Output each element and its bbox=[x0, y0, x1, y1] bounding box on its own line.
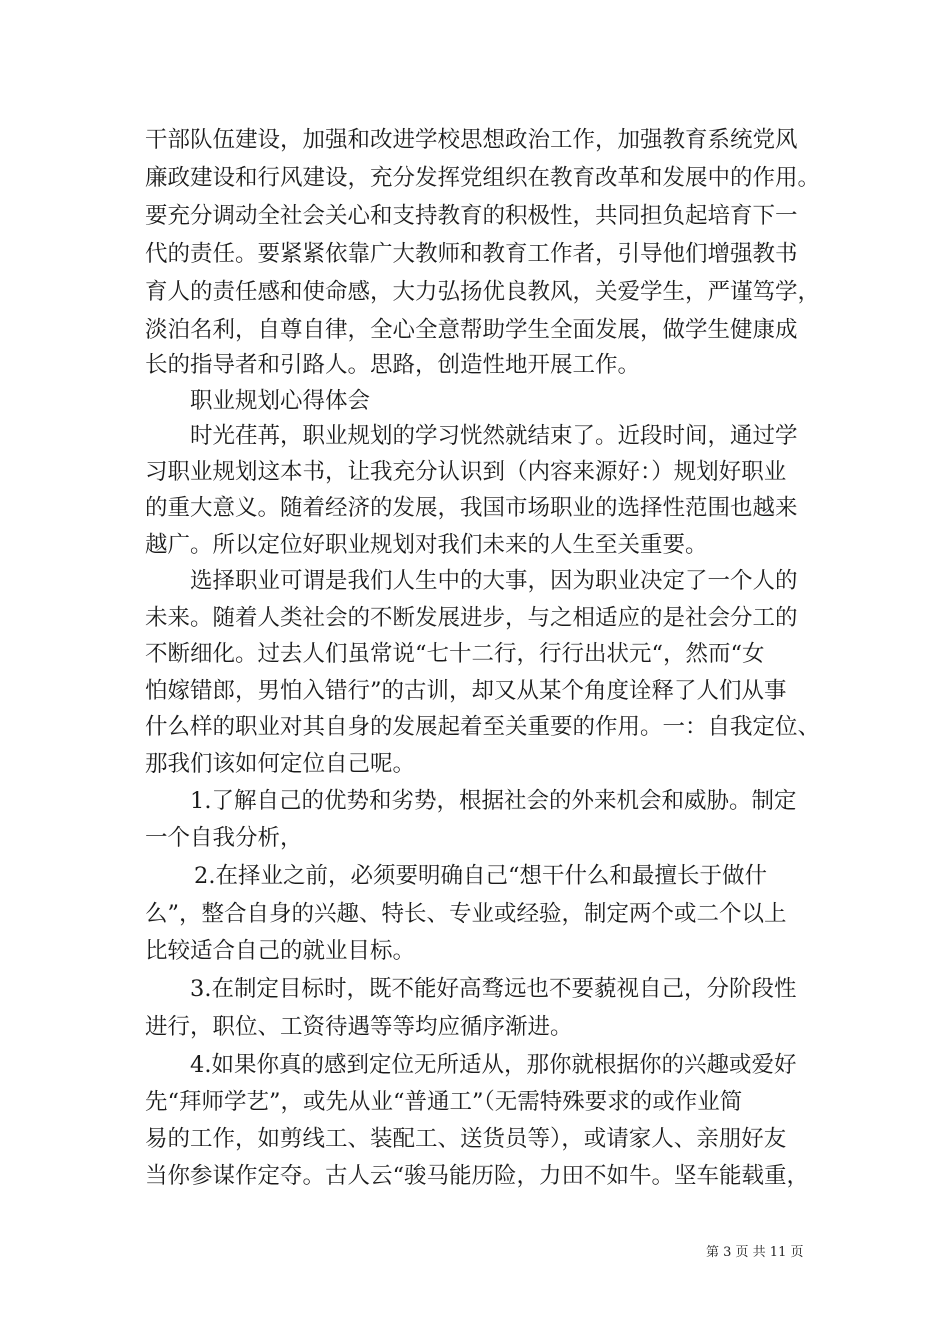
text-line: 什么样的职业对其自身的发展起着至关重要的作用。一：自我定位、 bbox=[145, 714, 821, 740]
text-line: 廉政建设和行风建设，充分发挥党组织在教育改革和发展中的作用。 bbox=[145, 165, 821, 191]
text-line: 要充分调动全社会关心和支持教育的积极性，共同担负起培育下一 bbox=[145, 203, 798, 229]
text-line: 4.如果你真的感到定位无所适从，那你就根据你的兴趣或爱好 bbox=[190, 1052, 797, 1078]
text-line: 干部队伍建设，加强和改进学校思想政治工作，加强教育系统党风 bbox=[145, 127, 798, 153]
text-line: 长的指导者和引路人。思路，创造性地开展工作。 bbox=[145, 352, 641, 378]
text-line: 未来。随着人类社会的不断发展进步，与之相适应的是社会分工的 bbox=[145, 605, 798, 631]
text-line: 怕嫁错郎，男怕入错行”的古训，却又从某个角度诠释了人们从事 bbox=[145, 678, 787, 704]
text-line: 习职业规划这本书，让我充分认识到（内容来源好：）规划好职业 bbox=[145, 459, 787, 485]
text-line: 进行，职位、工资待遇等等均应循序渐进。 bbox=[145, 1014, 573, 1040]
text-line: 淡泊名利，自尊自律，全心全意帮助学生全面发展，做学生健康成 bbox=[145, 317, 798, 343]
text-line: 的重大意义。随着经济的发展，我国市场职业的选择性范围也越来 bbox=[145, 495, 798, 521]
text-line: 3.在制定目标时，既不能好高骛远也不要藐视自己，分阶段性 bbox=[190, 976, 797, 1002]
text-line: 先“拜师学艺”，或先从业“普通工”（无需特殊要求的或作业简 bbox=[145, 1089, 743, 1115]
text-line: 时光荏苒，职业规划的学习恍然就结束了。近段时间，通过学 bbox=[190, 423, 798, 449]
text-line: 越广。所以定位好职业规划对我们未来的人生至关重要。 bbox=[145, 532, 708, 558]
text-line: 育人的责任感和使命感，大力弘扬优良教风，关爱学生，严谨笃学， bbox=[145, 279, 821, 305]
text-line: 那我们该如何定位自己呢。 bbox=[145, 751, 416, 777]
text-line: 2.在择业之前，必须要明确自己“想干什么和最擅长于做什 bbox=[194, 863, 767, 889]
text-line: 选择职业可谓是我们人生中的大事，因为职业决定了一个人的 bbox=[190, 568, 798, 594]
text-line: 代的责任。要紧紧依靠广大教师和教育工作者，引导他们增强教书 bbox=[145, 241, 798, 267]
text-line: 不断细化。过去人们虽常说“七十二行，行行出状元“，然而“女 bbox=[145, 641, 765, 667]
text-line: 易的工作，如剪线工、装配工、送货员等），或请家人、亲朋好友 bbox=[145, 1126, 787, 1152]
text-line: 当你参谋作定夺。古人云“骏马能历险，力田不如牛。坚车能载重， bbox=[145, 1163, 810, 1189]
section-heading: 职业规划心得体会 bbox=[190, 388, 371, 414]
text-line: 一个自我分析， bbox=[145, 825, 303, 851]
text-line: 1.了解自己的优势和劣势，根据社会的外来机会和威胁。制定 bbox=[190, 788, 797, 814]
text-line: 比较适合自己的就业目标。 bbox=[145, 938, 416, 964]
page-number: 第 3 页 共 11 页 bbox=[706, 1245, 804, 1260]
text-line: 么”，整合自身的兴趣、特长、专业或经验，制定两个或二个以上 bbox=[145, 901, 787, 927]
